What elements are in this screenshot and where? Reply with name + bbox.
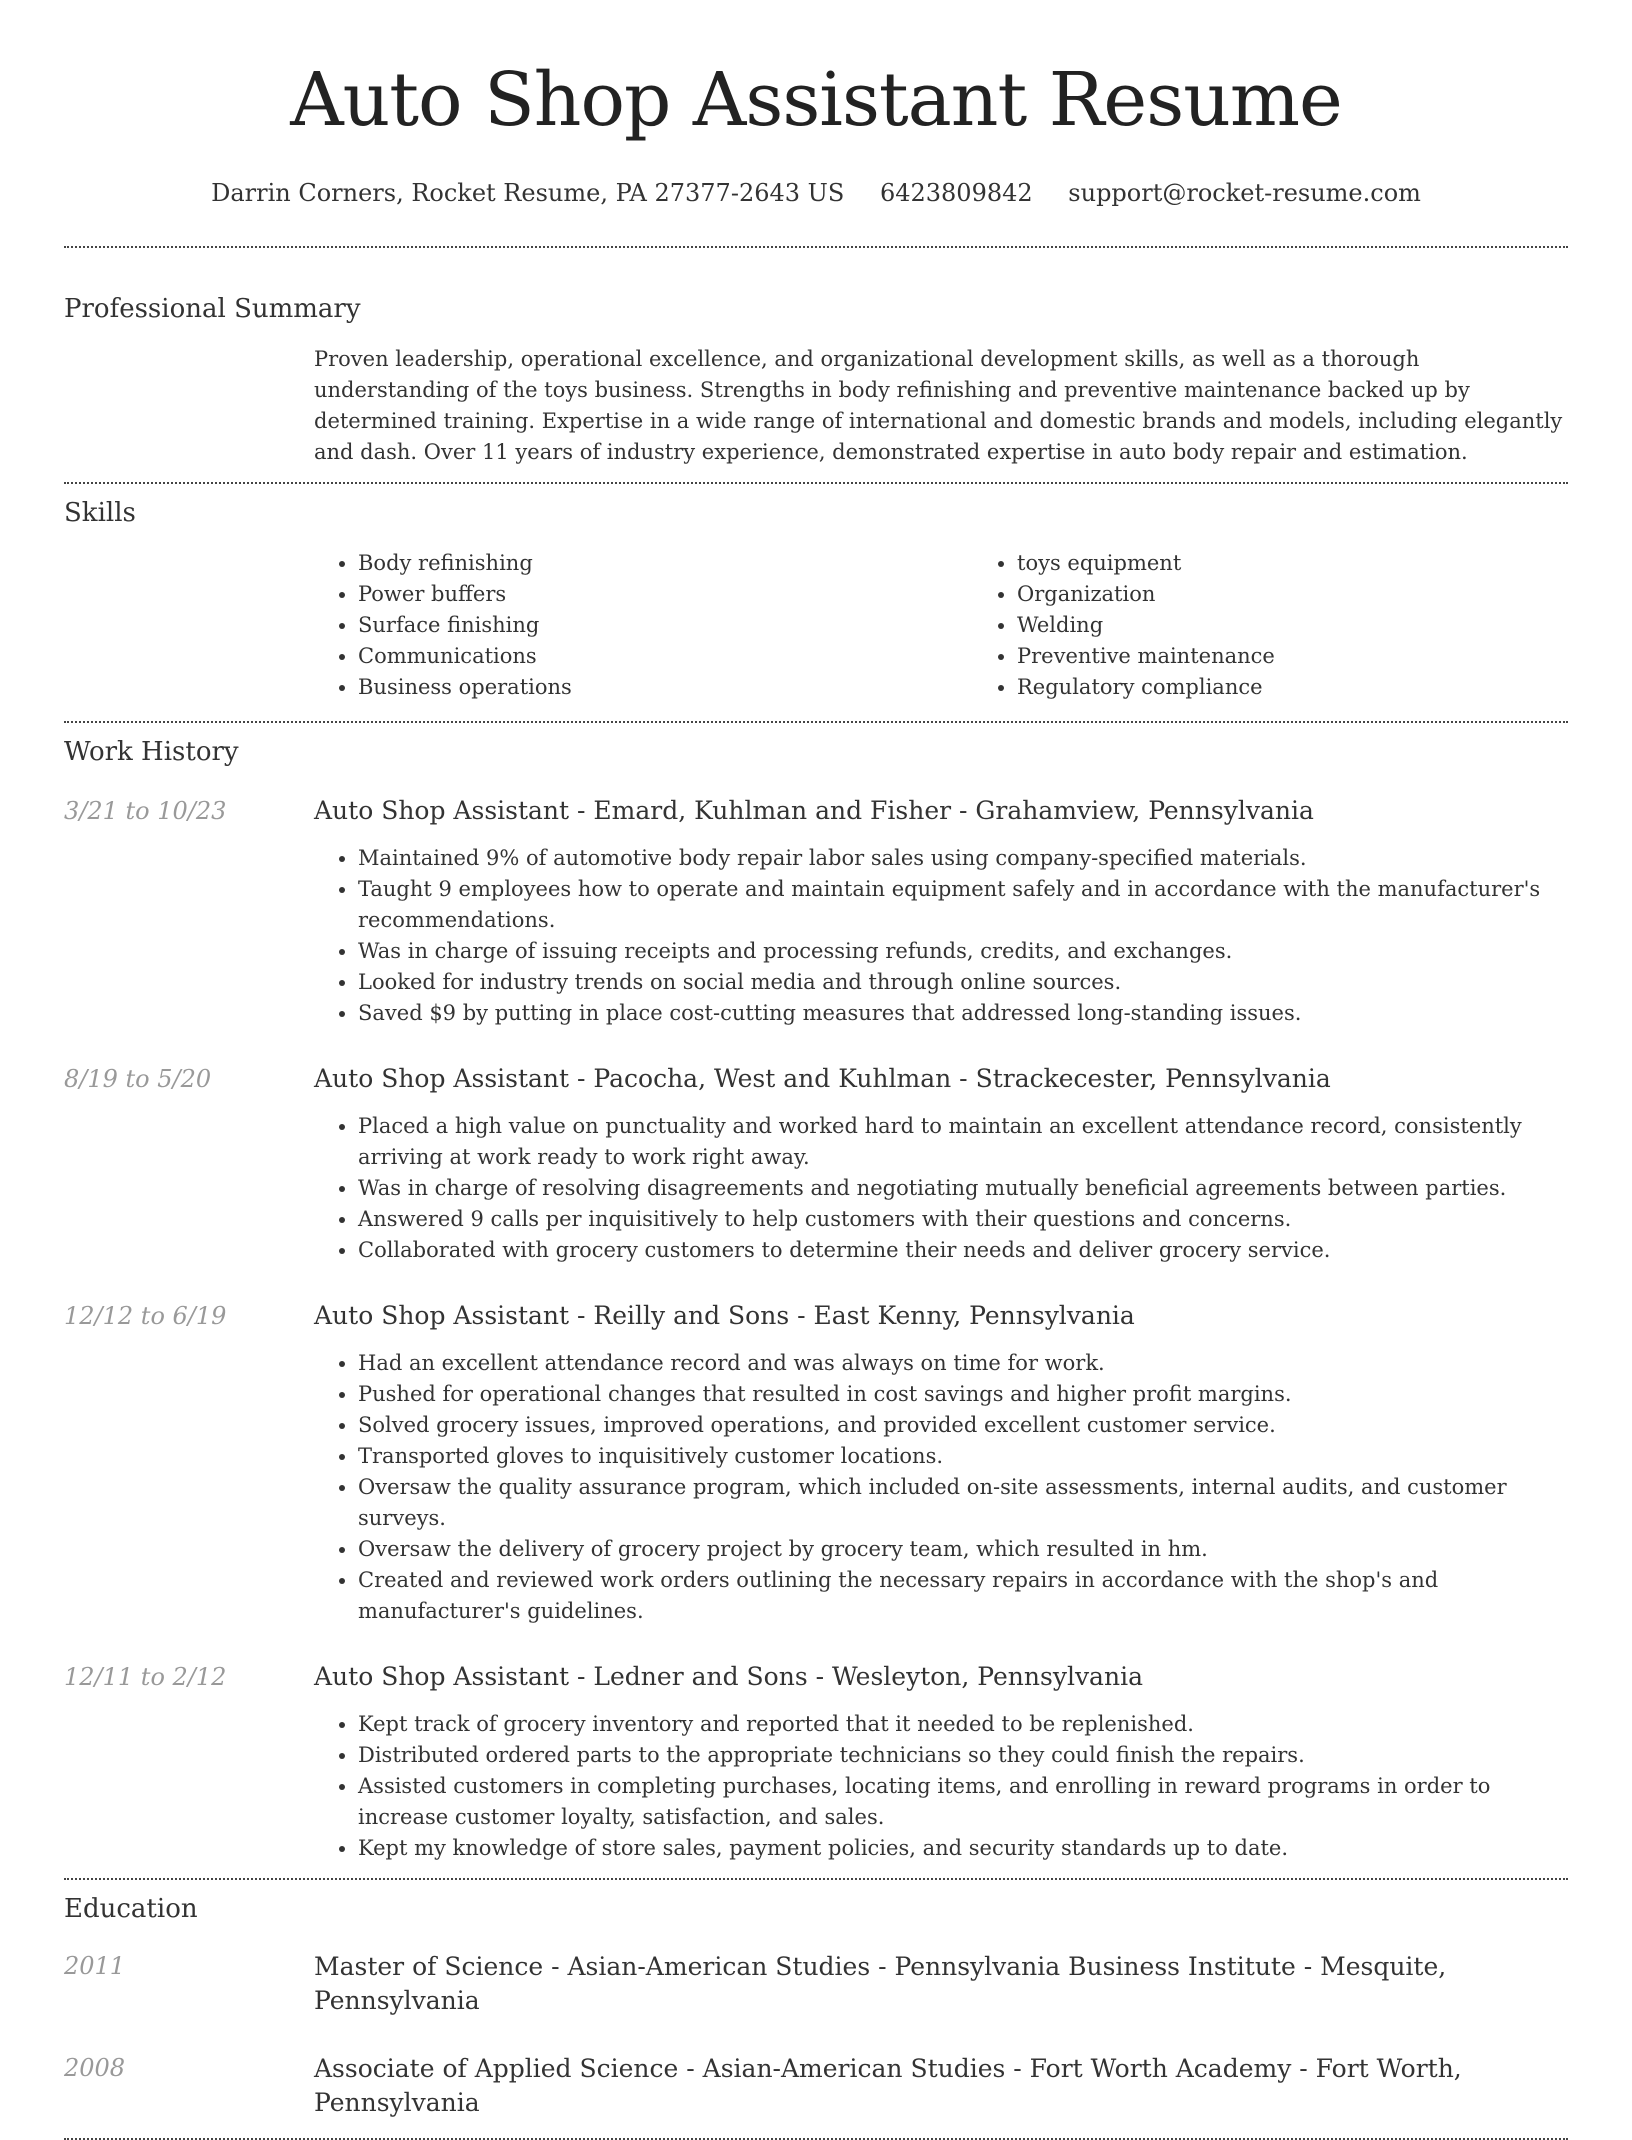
skills-column-1 — [314, 548, 973, 703]
divider — [64, 1878, 1568, 1880]
skill-item: • Business operations — [358, 672, 973, 703]
job-bullet: • Had an excellent attendance record and was always on time for work. — [358, 1348, 1568, 1379]
job-bullets — [314, 1348, 1568, 1627]
skill-item: • Preventive maintenance — [1017, 641, 1632, 672]
resume-title: Auto Shop Assistant Resume — [290, 57, 1342, 143]
job-bullet: • Assisted customers in completing purchases, locating items, and enrolling in reward programs in order to increase customer loyalty, satisfaction, and sales. — [358, 1771, 1568, 1833]
job-date: 3/21 to 10/23 — [64, 797, 227, 825]
summary-text: Proven leadership, operational excellence, and organizational development skills, as well as a thorough understanding of the toys business. Strengths in body refinishing and preventive maintenance backed up by determined training. Expertise in a wide range of international and domestic brands and models, including elegantly and dash. Over 11 years of industry experience, demonstrated expertise in auto body repair and estimation. — [314, 347, 1563, 464]
job-bullet: • Created and reviewed work orders outlining the necessary repairs in accordance with the shop's and manufacturer's guidelines. — [358, 1565, 1568, 1627]
job-bullet: • Maintained 9% of automotive body repair labor sales using company-specified materials. — [358, 843, 1568, 874]
phone: 6423809842 — [879, 179, 1033, 207]
contact-line — [64, 176, 1568, 210]
job-title: Auto Shop Assistant - Reilly and Sons - East Kenny, Pennsylvania — [314, 1301, 1135, 1330]
job-date: 8/19 to 5/20 — [64, 1065, 212, 1093]
skill-item: • Surface finishing — [358, 610, 973, 641]
job-bullet: • Oversaw the delivery of grocery project by grocery team, which resulted in hm. — [358, 1534, 1568, 1565]
job-bullet: • Kept my knowledge of store sales, payment policies, and security standards up to date. — [358, 1833, 1568, 1864]
job-bullet: • Was in charge of resolving disagreements and negotiating mutually beneficial agreements between parties. — [358, 1173, 1568, 1204]
job-bullets — [314, 1111, 1568, 1266]
skill-item: • toys equipment — [1017, 548, 1632, 579]
job-entry — [64, 1661, 1568, 1864]
job-bullet: • Was in charge of issuing receipts and processing refunds, credits, and exchanges. — [358, 936, 1568, 967]
job-bullet: • Distributed ordered parts to the appropriate technicians so they could finish the repairs. — [358, 1740, 1568, 1771]
job-bullets — [314, 1709, 1568, 1864]
job-bullet: • Collaborated with grocery customers to determine their needs and deliver grocery service. — [358, 1235, 1568, 1266]
skill-item: • Body refinishing — [358, 548, 973, 579]
job-bullet: • Looked for industry trends on social media and through online sources. — [358, 967, 1568, 998]
divider — [64, 482, 1568, 484]
job-entry — [64, 1300, 1568, 1627]
skill-item: • Organization — [1017, 579, 1632, 610]
education-title: Associate of Applied Science - Asian-American Studies - Fort Worth Academy - Fort Worth, Pennsylvania — [314, 2054, 1462, 2117]
job-entry — [64, 795, 1568, 1029]
job-bullet: • Oversaw the quality assurance program, which included on-site assessments, internal audits, and customer surveys. — [358, 1472, 1568, 1534]
skills-lists — [314, 548, 1632, 703]
skill-item: • Welding — [1017, 610, 1632, 641]
education-entry — [64, 2052, 1568, 2120]
section-title-skills: Skills — [64, 498, 136, 528]
skills-row — [64, 548, 1568, 703]
skill-item: • Regulatory compliance — [1017, 672, 1632, 703]
divider — [64, 721, 1568, 723]
resume-page — [64, 0, 1568, 2140]
skills-column-2 — [973, 548, 1632, 703]
address: Darrin Corners, Rocket Resume, PA 27377-2643 US — [211, 179, 845, 207]
job-title: Auto Shop Assistant - Pacocha, West and Kuhlman - Strackecester, Pennsylvania — [314, 1064, 1331, 1093]
education-title: Master of Science - Asian-American Studies - Pennsylvania Business Institute - Mesquite, Pennsylvania — [314, 1952, 1447, 2015]
job-bullet: • Pushed for operational changes that resulted in cost savings and higher profit margins. — [358, 1379, 1568, 1410]
job-date: 12/11 to 2/12 — [64, 1663, 227, 1691]
job-bullet: • Solved grocery issues, improved operations, and provided excellent customer service. — [358, 1410, 1568, 1441]
job-bullet: • Answered 9 calls per inquisitively to help customers with their questions and concerns. — [358, 1204, 1568, 1235]
job-bullet: • Placed a high value on punctuality and worked hard to maintain an excellent attendance record, consistently arriving at work ready to work right away. — [358, 1111, 1568, 1173]
divider — [64, 246, 1568, 248]
section-title-summary: Professional Summary — [64, 294, 361, 324]
section-title-work: Work History — [64, 737, 239, 767]
job-bullet: • Taught 9 employees how to operate and maintain equipment safely and in accordance with the manufacturer's recommendations. — [358, 874, 1568, 936]
job-bullet: • Saved $9 by putting in place cost-cutting measures that addressed long-standing issues. — [358, 998, 1568, 1029]
job-bullet: • Transported gloves to inquisitively customer locations. — [358, 1441, 1568, 1472]
education-date: 2011 — [64, 1952, 126, 1980]
skill-item: • Communications — [358, 641, 973, 672]
summary-row — [64, 344, 1568, 468]
email: support@rocket-resume.com — [1068, 179, 1421, 207]
skill-item: • Power buffers — [358, 579, 973, 610]
job-entry — [64, 1063, 1568, 1266]
job-bullets — [314, 843, 1568, 1029]
job-title: Auto Shop Assistant - Ledner and Sons - Wesleyton, Pennsylvania — [314, 1662, 1143, 1691]
job-date: 12/12 to 6/19 — [64, 1302, 227, 1330]
job-bullet: • Kept track of grocery inventory and reported that it needed to be replenished. — [358, 1709, 1568, 1740]
education-date: 2008 — [64, 2054, 126, 2082]
section-title-education: Education — [64, 1894, 198, 1924]
education-entry — [64, 1950, 1568, 2018]
job-title: Auto Shop Assistant - Emard, Kuhlman and Fisher - Grahamview, Pennsylvania — [314, 796, 1314, 825]
